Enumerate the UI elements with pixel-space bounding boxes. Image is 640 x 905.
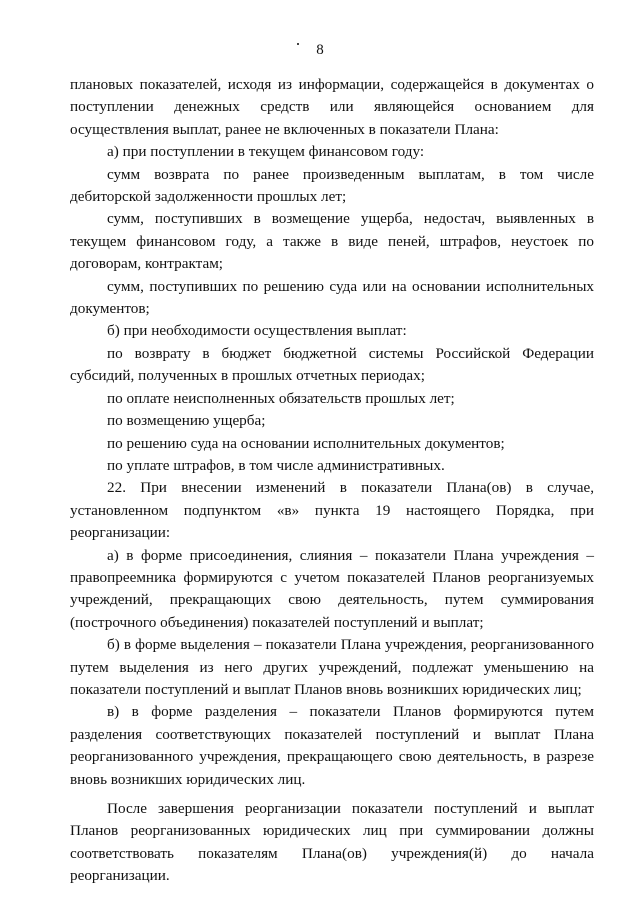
paragraph-12: 22. При внесении изменений в показатели Плана(ов) в случае, установленном подпунктом «в» пункта 19 настоящего Порядка, при реорганизации: — [70, 479, 594, 542]
page-number: 8 — [316, 42, 324, 58]
paragraph-5: сумм, поступивших по решению суда или на основании исполнительных документов; — [70, 277, 594, 318]
paragraph-2: а) при поступлении в текущем финансовом году: — [107, 143, 425, 161]
paragraph-10: по решению суда на основании исполнительных документов; — [107, 434, 505, 452]
paragraph-3: сумм возврата по ранее произведенным выплатам, в том числе дебиторской задолженности прошлых лет; — [70, 165, 594, 206]
paragraph-11: по уплате штрафов, в том числе административных. — [107, 456, 445, 474]
paragraph-6: б) при необходимости осуществления выплат: — [107, 322, 407, 340]
scan-speck — [297, 43, 299, 45]
paragraph-4: сумм, поступивших в возмещение ущерба, недостач, выявленных в текущем финансовом году, а также в виде пеней, штрафов, неустоек по договорам, контрактам; — [70, 210, 594, 273]
paragraph-8: по оплате неисполненных обязательств прошлых лет; — [107, 389, 455, 407]
paragraph-1: плановых показателей, исходя из информации, содержащейся в документах о поступлении денежных средств или являющейся основанием для осуществления выплат, ранее не включенных в показатели Плана: — [70, 76, 594, 138]
paragraph-9: по возмещению ущерба; — [107, 412, 266, 430]
paragraph-14: б) в форме выделения – показатели Плана учреждения, реорганизованного путем выделения из него других учреждений, подлежат уменьшению на показатели поступлений и выплат Планов вновь возникших юридических лиц; — [70, 636, 594, 698]
paragraph-13: а) в форме присоединения, слияния – показатели Плана учреждения – правопреемника формируются с учетом показателей Планов реорганизуемых учреждений, прекращающих свою деятельность, путем суммирования (построчного объединения) показателей поступлений и выплат; — [70, 546, 594, 631]
paragraph-16: После завершения реорганизации показатели поступлений и выплат Планов реорганизованных юридических лиц при суммировании должны соответствовать показателям Плана(ов) учреждения(й) до начала реорганизации. — [70, 800, 594, 885]
paragraph-7: по возврату в бюджет бюджетной системы Российской Федерации субсидий, полученных в прошлых отчетных периодах; — [70, 344, 594, 385]
document-body — [70, 74, 594, 888]
paragraph-15: в) в форме разделения – показатели Планов формируются путем разделения соответствующих показателей поступлений и выплат Плана реорганизованного учреждения, прекращающего свою деятельность, в разрезе вновь возникших юридических лиц. — [70, 703, 594, 788]
